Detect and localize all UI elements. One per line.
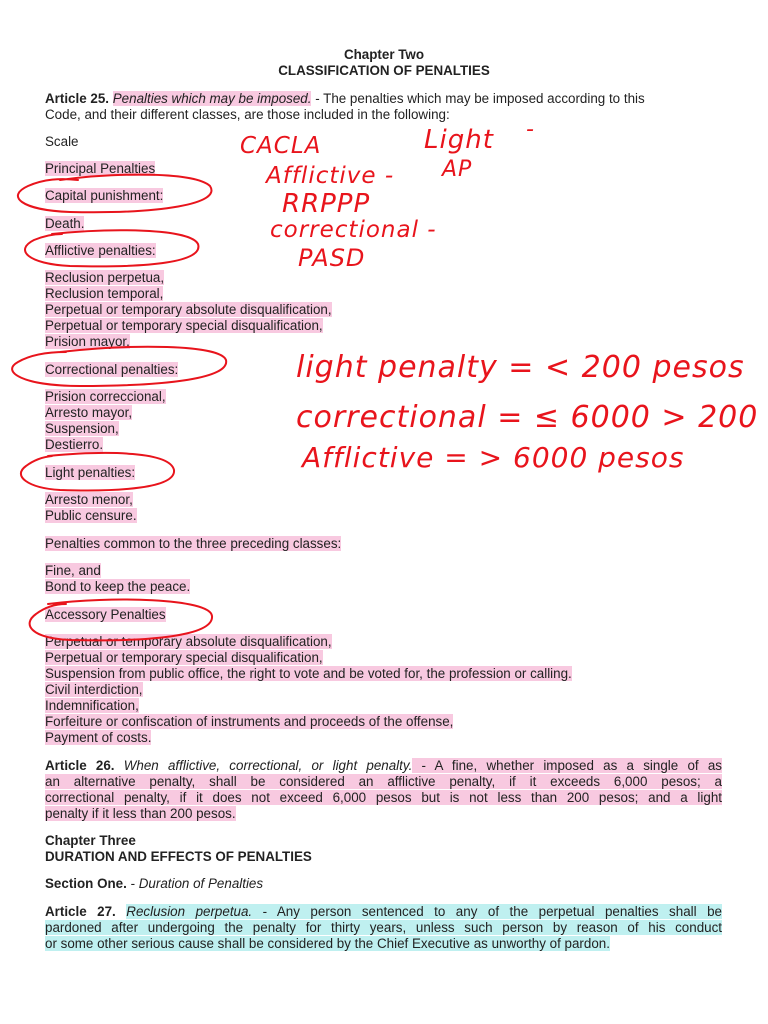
art25-label: Article 25.	[45, 91, 110, 106]
art26-text-1: - A fine, whether imposed as a single of as	[412, 758, 722, 773]
art27-label: Article 27.	[45, 904, 116, 919]
art27-line-3: or some other serious cause shall be considered by the Chief Executive as unworthy of pardon.	[45, 936, 610, 951]
art26-line-2: an alternative penalty, shall be considered an afflictive penalty, if it exceeds 6,000 pesos; a	[45, 774, 722, 789]
art25-heading: Penalties which may be imposed.	[112, 91, 312, 106]
accessory-item: Forfeiture or confiscation of instruments and proceeds of the offense,	[45, 714, 454, 729]
correctional-item: Prision correccional,	[45, 389, 166, 404]
art25-text-1: - The penalties which may be imposed according to this	[311, 91, 645, 106]
note-pasd: PASD	[298, 244, 366, 272]
art26-line-3: correctional penalty, if it does not exceed 6,000 pesos but is not less than 200 pesos; and a light	[45, 790, 722, 805]
capital-heading: Capital punishment:	[45, 188, 164, 203]
art27-line-2: pardoned after undergoing the penalty for thirty years, unless such person by reason of his conduct	[45, 920, 722, 935]
note-cacla: CACLA	[240, 133, 322, 159]
section-one-line	[45, 876, 263, 892]
art26-line-4: penalty if it less than 200 pesos.	[45, 806, 236, 821]
section-one-dash: -	[126, 876, 139, 891]
note-correctional-rule: correctional = ≤ 6000 > 200	[296, 400, 759, 435]
note-rrppp: RRPPP	[282, 189, 371, 219]
afflictive-heading: Afflictive penalties:	[45, 243, 156, 258]
common-heading: Penalties common to the three preceding classes:	[45, 536, 342, 551]
chapter3-title: DURATION AND EFFECTS OF PENALTIES	[45, 849, 312, 864]
art25-line-1	[45, 91, 645, 107]
note-afflictive-rule: Afflictive = > 6000 pesos	[302, 441, 685, 474]
note-correctional: correctional -	[270, 217, 437, 243]
common-item: Fine, and	[45, 563, 101, 578]
section-one-label: Section One.	[45, 876, 127, 891]
accessory-item: Perpetual or temporary special disqualification,	[45, 650, 323, 665]
afflictive-item: Prision mayor.	[45, 334, 130, 349]
afflictive-item: Reclusion temporal,	[45, 286, 164, 301]
art26-label: Article 26.	[45, 758, 115, 773]
capital-item: Death.	[45, 216, 85, 231]
chapter-label: Chapter Two	[343, 47, 425, 62]
art25-line-2: Code, and their different classes, are those included in the following:	[45, 107, 450, 122]
accessory-item: Perpetual or temporary absolute disqualification,	[45, 634, 332, 649]
note-afflictive: Afflictive -	[266, 163, 395, 189]
art26-line-1	[45, 758, 722, 774]
correctional-heading: Correctional penalties:	[45, 362, 179, 377]
afflictive-item: Perpetual or temporary special disqualification,	[45, 318, 323, 333]
accessory-item: Civil interdiction,	[45, 682, 143, 697]
art27-text-1: - Any person sentenced to any of the perpetual penalties shall be	[252, 904, 722, 919]
art26-heading: When afflictive, correctional, or light penalty.	[123, 758, 413, 773]
afflictive-item: Reclusion perpetua,	[45, 270, 165, 285]
accessory-item: Indemnification,	[45, 698, 139, 713]
note-light-dash: -	[526, 117, 535, 142]
note-light-penalty-rule: light penalty = < 200 pesos	[296, 350, 745, 385]
chapter-title: CLASSIFICATION OF PENALTIES	[278, 63, 490, 78]
section-one-title: Duration of Penalties	[138, 876, 264, 891]
accessory-heading: Accessory Penalties	[45, 607, 166, 622]
note-ap: AP	[442, 157, 473, 182]
afflictive-item: Perpetual or temporary absolute disqualification,	[45, 302, 332, 317]
accessory-item: Suspension from public office, the right to vote and be voted for, the profession or calling.	[45, 666, 572, 681]
chapter3-label: Chapter Three	[45, 833, 136, 848]
correctional-item: Suspension,	[45, 421, 119, 436]
note-light: Light	[424, 125, 494, 155]
correctional-item: Arresto mayor,	[45, 405, 133, 420]
light-item: Arresto menor,	[45, 492, 133, 507]
accessory-item: Payment of costs.	[45, 730, 152, 745]
common-item: Bond to keep the peace.	[45, 579, 191, 594]
light-heading: Light penalties:	[45, 465, 136, 480]
light-item: Public censure.	[45, 508, 137, 523]
principal-penalties-heading: Principal Penalties	[45, 161, 156, 176]
art27-heading: Reclusion perpetua.	[126, 904, 253, 919]
correctional-item: Destierro.	[45, 437, 104, 452]
art27-line-1	[45, 904, 722, 920]
scale-label: Scale	[45, 134, 79, 149]
